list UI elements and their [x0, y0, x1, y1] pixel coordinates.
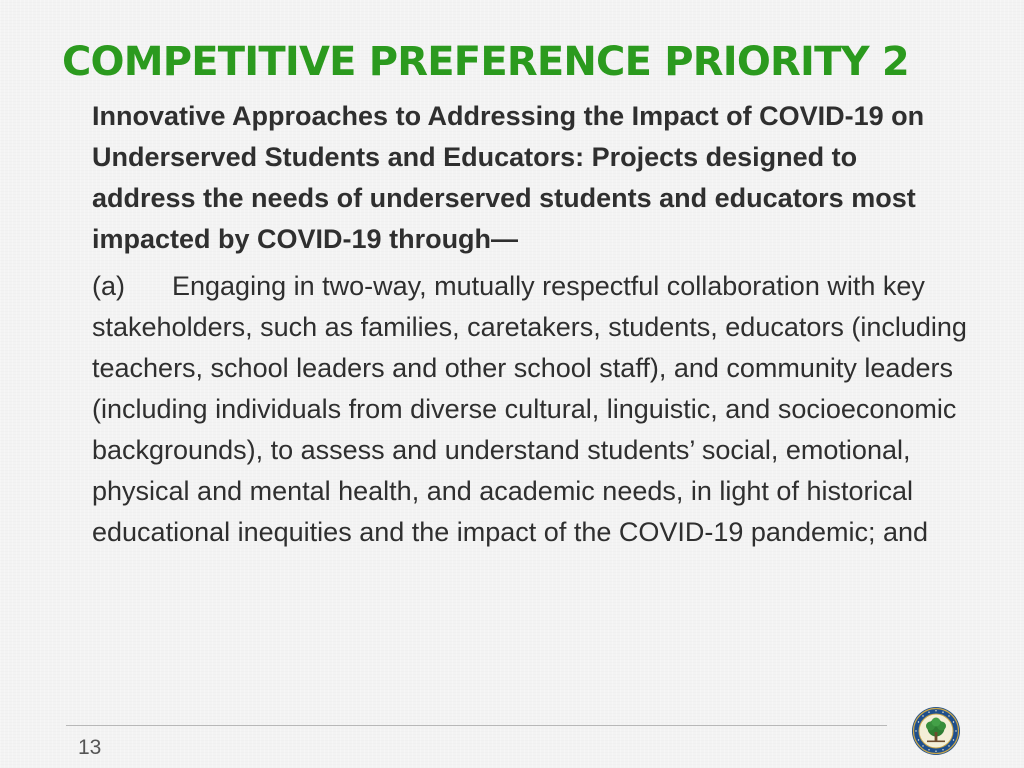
- list-item-marker: (a): [92, 271, 125, 301]
- slide-title: COMPETITIVE PREFERENCE PRIORITY 2: [62, 39, 909, 85]
- priority-heading: Innovative Approaches to Addressing the Impact of COVID-19 on Underserved Students and Educators: Projects designed to address the needs of underserved students and educators most impacted by COVID-19 through—: [92, 101, 925, 254]
- list-item-a: [92, 266, 967, 553]
- slide-content: [92, 96, 972, 553]
- department-seal-logo: [911, 706, 961, 756]
- footer-divider: [66, 725, 887, 726]
- slide-number: 13: [78, 736, 102, 759]
- list-item-text: Engaging in two-way, mutually respectful collaboration with key stakeholders, such as families, caretakers, students, educators (including teachers, school leaders and other school staff), and community leaders (including individuals from diverse cultural, linguistic, and socioeconomic backgrounds), to assess and understand students’ social, emotional, physical and mental health, and academic needs, in light of historical educational inequities and the impact of the COVID-19 pandemic; and: [92, 271, 967, 547]
